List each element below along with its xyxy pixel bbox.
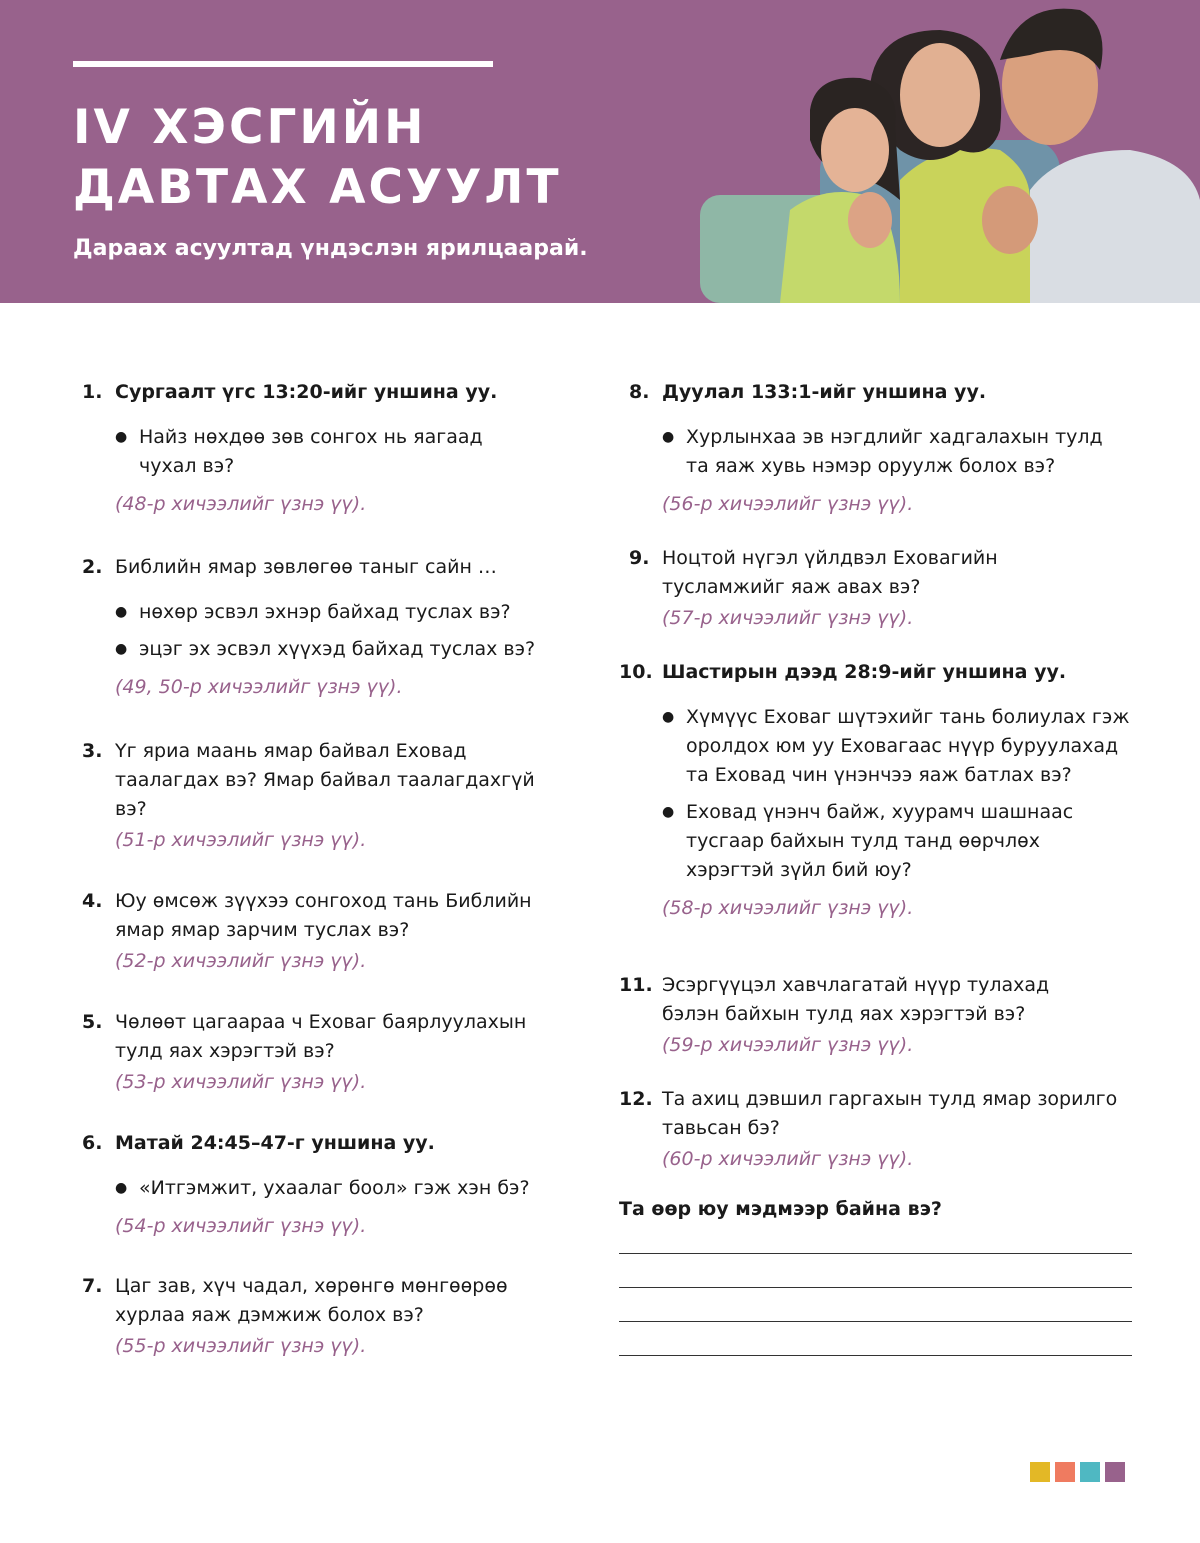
- lesson-reference: (60-р хичээлийг үзнэ үү).: [662, 1148, 914, 1170]
- question-number: 5.: [82, 1011, 103, 1033]
- question-number: 3.: [82, 740, 103, 762]
- question-number: 11.: [619, 974, 653, 996]
- question-bullet: ● Найз нөхдөө зөв сонгох нь яагаад чухал вэ?: [115, 423, 515, 481]
- question-8: [619, 378, 1139, 519]
- lesson-reference: (53-р хичээлийг үзнэ үү).: [115, 1071, 367, 1093]
- answer-line-4[interactable]: [619, 1355, 1132, 1356]
- lesson-reference: (58-р хичээлийг үзнэ үү).: [662, 897, 914, 919]
- question-text: Ноцтой нүгэл үйлдвэл Еховагийн тусламжийг яаж авах вэ?: [662, 547, 998, 598]
- question-5: [82, 1008, 582, 1097]
- question-text: Үг яриа маань ямар байвал Еховад таалагдах вэ? Ямар байвал таалагдахгүй вэ?: [115, 740, 535, 820]
- question-1: [82, 378, 582, 519]
- title-line-1: IV ХЭСГИЙН: [73, 100, 427, 155]
- question-text: Библийн ямар зөвлөгөө таныг сайн …: [115, 556, 497, 578]
- lesson-reference: (51-р хичээлийг үзнэ үү).: [115, 829, 367, 851]
- question-6: [82, 1129, 582, 1241]
- question-11: [619, 971, 1139, 1060]
- lesson-reference: (52-р хичээлийг үзнэ үү).: [115, 950, 367, 972]
- question-text: Чөлөөт цагаараа ч Еховаг баярлуулахын тулд яах хэрэгтэй вэ?: [115, 1011, 527, 1062]
- page-subtitle: Дараах асуултад үндэслэн ярилцаарай.: [73, 236, 588, 261]
- lesson-reference: (55-р хичээлийг үзнэ үү).: [115, 1335, 367, 1357]
- header-rule: [73, 61, 493, 67]
- question-bullet: ● нөхөр эсвэл эхнэр байхад туслах вэ?: [115, 598, 582, 627]
- question-7: [82, 1272, 582, 1361]
- square-orange: [1055, 1462, 1075, 1482]
- question-text: Шастирын дээд 28:9-ийг уншина уу.: [662, 661, 1067, 683]
- question-text: Цаг зав, хүч чадал, хөрөнгө мөнгөөрөө хурлаа яаж дэмжиж болох вэ?: [115, 1275, 508, 1326]
- question-12: [619, 1085, 1139, 1174]
- question-bullet: ● Еховад үнэнч байж, хуурамч шашнаас тусгаар байхын тулд танд өөрчлөх хэрэгтэй зүйл бий юу?: [662, 798, 1132, 885]
- question-text: Дуулал 133:1-ийг уншина уу.: [662, 381, 987, 403]
- answer-line-2[interactable]: [619, 1287, 1132, 1288]
- question-text: Юу өмсөж зүүхээ сонгоход тань Библийн ямар ямар зарчим туслах вэ?: [115, 890, 532, 941]
- question-text: Сургаалт үгс 13:20-ийг уншина уу.: [115, 381, 498, 403]
- color-squares-decoration: [1030, 1462, 1125, 1482]
- title-line-2: ДАВТАХ АСУУЛТ: [73, 160, 562, 215]
- question-number: 10.: [619, 661, 653, 683]
- question-bullet: ● Хурлынхаа эв нэгдлийг хадгалахын тулд та яаж хувь нэмэр оруулж болох вэ?: [662, 423, 1122, 481]
- question-bullet: ● «Итгэмжит, ухаалаг боол» гэж хэн бэ?: [115, 1174, 582, 1203]
- lesson-reference: (57-р хичээлийг үзнэ үү).: [662, 607, 914, 629]
- lesson-reference: (54-р хичээлийг үзнэ үү).: [115, 1215, 367, 1237]
- answer-line-1[interactable]: [619, 1253, 1132, 1254]
- question-number: 1.: [82, 381, 103, 403]
- question-9: [619, 544, 1139, 633]
- question-text: Матай 24:45–47-г уншина уу.: [115, 1132, 435, 1154]
- question-number: 8.: [629, 381, 650, 403]
- question-number: 6.: [82, 1132, 103, 1154]
- question-4: [82, 887, 582, 976]
- lesson-reference: (49, 50-р хичээлийг үзнэ үү).: [115, 676, 403, 698]
- question-text: Та ахиц дэвшил гаргахын тулд ямар зорилго тавьсан бэ?: [662, 1088, 1118, 1139]
- question-3: [82, 737, 572, 855]
- lesson-reference: (59-р хичээлийг үзнэ үү).: [662, 1034, 914, 1056]
- question-number: 7.: [82, 1275, 103, 1297]
- header-banner: [0, 0, 1200, 303]
- square-yellow: [1030, 1462, 1050, 1482]
- question-number: 12.: [619, 1088, 653, 1110]
- question-10: [619, 658, 1139, 923]
- lesson-reference: (56-р хичээлийг үзнэ үү).: [662, 493, 914, 515]
- square-teal: [1080, 1462, 1100, 1482]
- answer-line-3[interactable]: [619, 1321, 1132, 1322]
- question-bullet: ● эцэг эх эсвэл хүүхэд байхад туслах вэ?: [115, 635, 582, 664]
- page-title: [73, 98, 633, 218]
- lesson-reference: (48-р хичээлийг үзнэ үү).: [115, 493, 367, 515]
- question-text: Эсэргүүцэл хавчлагатай нүүр тулахад бэлэн байхын тулд яах хэрэгтэй вэ?: [662, 974, 1050, 1025]
- question-bullet: ● Хүмүүс Еховаг шүтэхийг тань болиулах гэж оролдох юм уу Еховагаас нүүр буруулахад та Еховад чин үнэнчээ яаж батлах вэ?: [662, 703, 1132, 790]
- question-number: 4.: [82, 890, 103, 912]
- family-praying-illustration: [700, 0, 1200, 303]
- open-question-heading: Та өөр юу мэдмээр байна вэ?: [619, 1198, 942, 1220]
- question-number: 2.: [82, 556, 103, 578]
- question-2: [82, 553, 582, 702]
- square-purple: [1105, 1462, 1125, 1482]
- question-number: 9.: [629, 547, 650, 569]
